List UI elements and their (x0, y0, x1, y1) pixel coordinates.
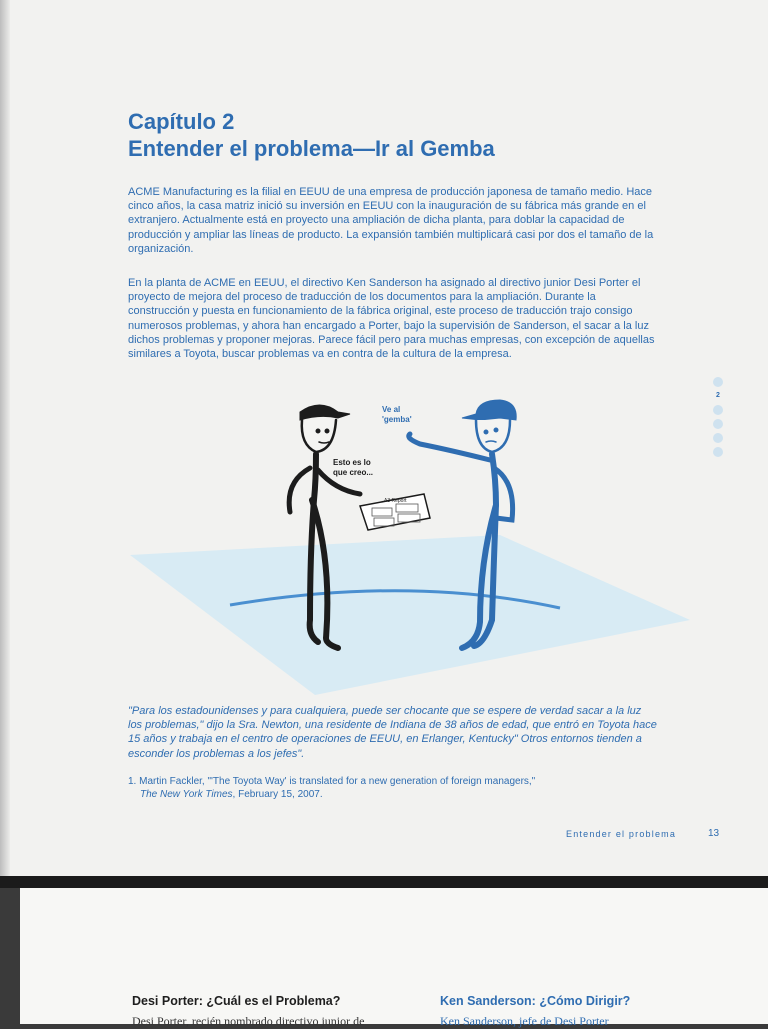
page-number: 13 (708, 828, 720, 839)
chapter-title (128, 108, 495, 162)
chapter-tab (713, 419, 723, 429)
chapter-tab (713, 377, 723, 387)
second-paragraph: En la planta de ACME en EEUU, el directivo Ken Sanderson ha asignado al directivo junior Desi Porter el proyecto de mejora del proceso de traducción de los documentos para la ampliación. Durante la construcción y puesta en funcionamiento de la fábrica original, este proceso de traducción trajo consigo numerosos problemas, y ahora han encargado a Porter, bajo la supervisión de Sanderson, el sacar a la luz dichos problemas y proponer mejoras. Parece fácil pero para muchas empresas, con excepción de aquellas similares a Toyota, buscar problemas va en contra de la cultura de la empresa. (128, 277, 655, 361)
left-section-text: Desi Porter, recién nombrado directivo junior de (132, 1014, 365, 1028)
footnote (128, 775, 668, 801)
a3-report-sheet (360, 494, 430, 530)
chapter-tab-current: 2 (716, 392, 720, 399)
right-section-text: Ken Sanderson, jefe de Desi Porter (440, 1014, 609, 1028)
footnote-source: The New York Times (140, 789, 233, 800)
speech-left-line2: que creo... (333, 468, 374, 477)
chapter-tab (713, 405, 723, 415)
chapter-label: Capítulo 2 (128, 109, 235, 134)
gemba-illustration (120, 390, 700, 700)
chapter-heading: Entender el problema—Ir al Gemba (128, 136, 495, 161)
intro-paragraph: ACME Manufacturing es la filial en EEUU de una empresa de producción japonesa de tamaño medio. Hace cinco años, la casa matriz inició su inversión en EEUU con la inauguración de su fábrica más grande en el extranjero. Actualmente está en proyecto una ampliación de dicha planta, para doblar la capacidad de producción y ampliar las líneas de producto. La expansión también multiplicará casi por dos el tamaño de la organización. (128, 186, 654, 255)
page-separator (0, 876, 768, 888)
speech-right-line1: Ve al (382, 405, 401, 414)
chapter-tab (713, 447, 723, 457)
footnote-text: 1. Martin Fackler, "'The Toyota Way' is translated for a new generation of foreign managers," (128, 776, 536, 787)
newton-quote: "Para los estadounidenses y para cualquiera, puede ser chocante que se espere de verdad sacar a la luz los problemas," dijo la Sra. Newton, una residente de Indiana de 38 años de edad, que entró en Toyota hace 15 años y trabaja en el centro de operaciones de EEUU, en Erlanger, Kentucky" Otros entornos tienden a esconder los problemas a los jefes". (128, 705, 657, 760)
footnote-date: , February 15, 2007. (232, 789, 323, 800)
speech-left-line1: Esto es lo (333, 458, 371, 467)
page-gutter-shadow (0, 0, 10, 876)
chapter-tab (713, 433, 723, 443)
running-head: Entender el problema (566, 829, 677, 839)
right-section-heading: Ken Sanderson: ¿Cómo Dirigir? (440, 994, 631, 1008)
floor-plane (130, 535, 690, 695)
chapter-tabs (713, 377, 727, 461)
a3-report-label: A3 Report (384, 498, 407, 504)
left-section-heading: Desi Porter: ¿Cuál es el Problema? (132, 994, 341, 1008)
speech-right-line2: 'gemba' (382, 415, 412, 424)
